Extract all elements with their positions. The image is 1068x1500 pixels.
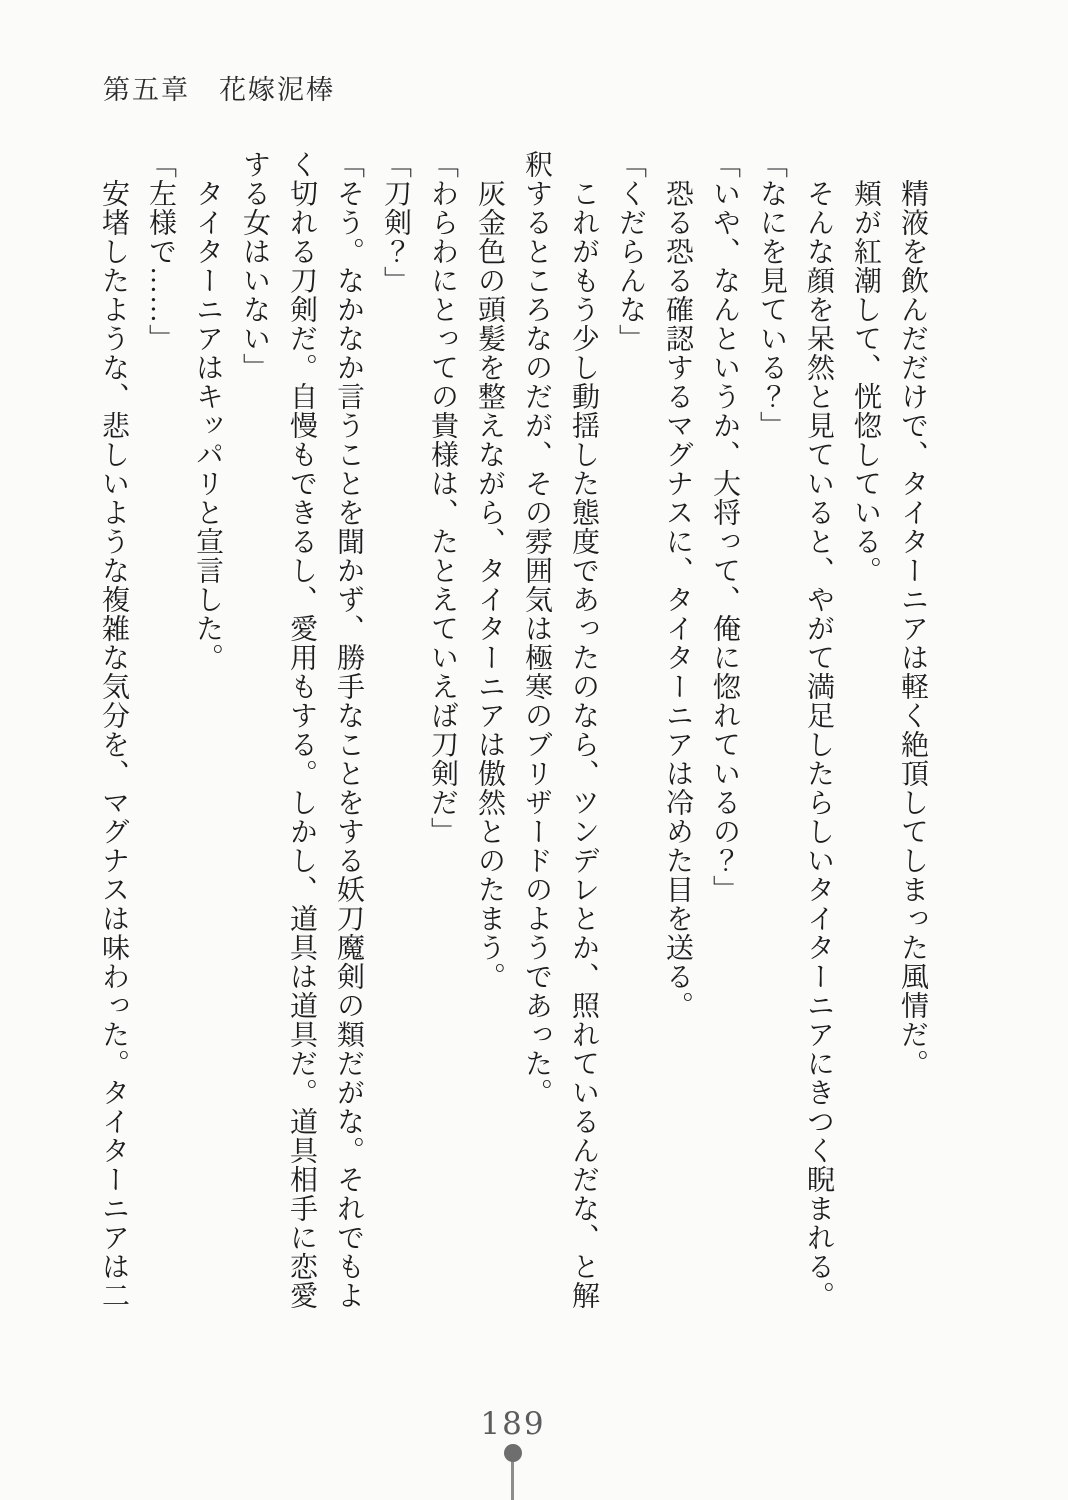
text-line: タイターニアはキッパリと宣言した。 [192,150,223,672]
text-line: く切れる刀剣だ。自慢もできるし、愛用もする。しかし、道具は道具だ。道具相手に恋愛 [286,150,317,1310]
text-line: 釈するところなのだが、その雰囲気は極寒のブリザードのようであった。 [521,150,552,1107]
text-line: 頬が紅潮して、恍惚している。 [850,150,881,585]
text-line: 「そう。なかなか言うことを聞かず、勝手なことをする妖刀魔剣の類だがな。それでもよ [333,150,364,1310]
chapter-header: 第五章 花嫁泥棒 [103,75,335,105]
text-line: 「いや、なんというか、大将って、俺に惚れているの？」 [709,150,740,904]
text-line: 灰金色の頭髪を整えながら、タイターニアは傲然とのたまう。 [474,150,505,991]
text-line: 「わらわにとっての貴様は、たとえていえば刀剣だ」 [427,150,458,846]
text-line: 「左様で……」 [145,150,176,353]
text-line: 「刀剣？」 [380,150,411,295]
page-number: 189 [480,1406,546,1442]
footer-marker-dot [504,1444,522,1462]
text-line: 「なにを見ている？」 [756,150,787,440]
text-line: 恐る恐る確認するマグナスに、タイターニアは冷めた目を送る。 [662,150,693,1020]
text-line: そんな顔を呆然と見ていると、やがて満足したらしいタイターニアにきつく睨まれる。 [803,150,834,1310]
text-line: 「くだらんな」 [615,150,646,353]
text-line: 安堵したような、悲しいような複雑な気分を、マグナスは味わった。タイターニアは二 [98,150,129,1310]
text-line: する女はいない」 [239,150,270,382]
text-line: 精液を飲んだだけで、タイターニアは軽く絶頂してしまった風情だ。 [897,150,928,1078]
body-text [90,150,936,1365]
text-line: これがもう少し動揺した態度であったのなら、ツンデレとか、照れているんだな、と解 [568,150,599,1310]
